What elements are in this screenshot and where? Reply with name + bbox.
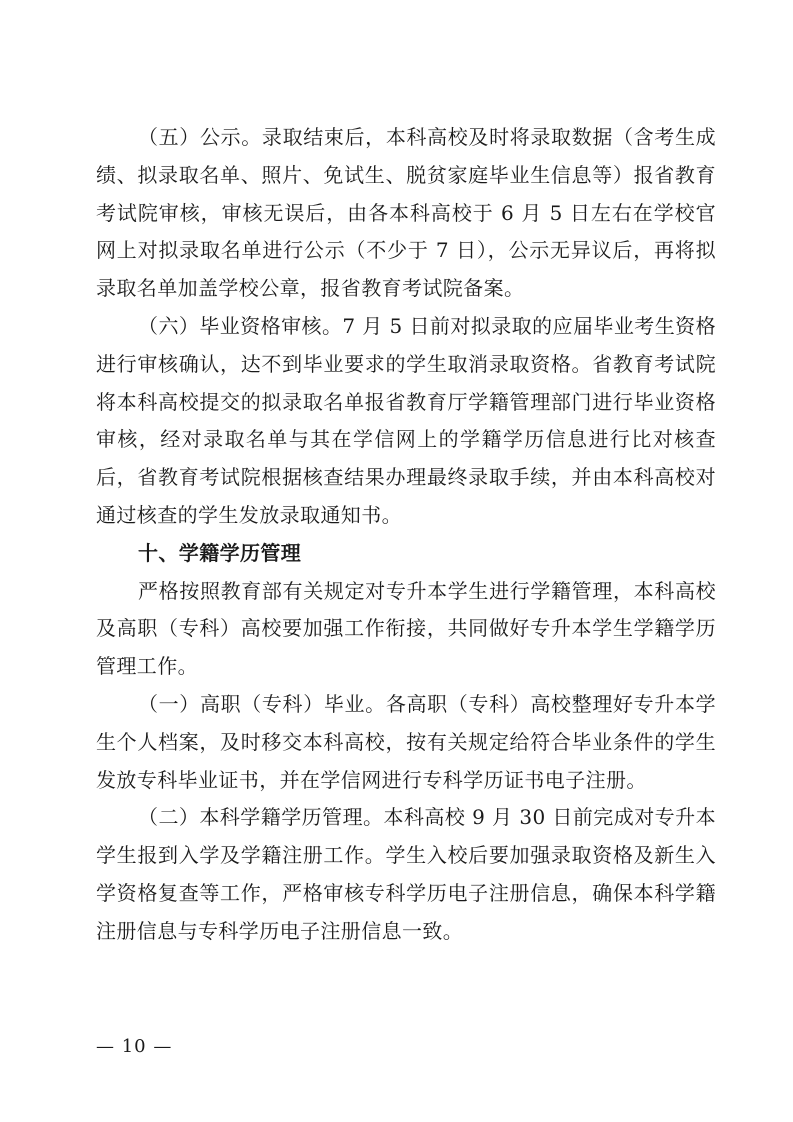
paragraph-undergraduate-records	[96, 799, 716, 950]
paragraph-text: 各高职（专科）高校整理好专升本学生个人档案，及时移交本科高校，按有关规定给符合毕业条件的学生发放专科毕业证书，并在学信网进行专科学历证书电子注册。	[96, 691, 716, 792]
paragraph-public-notice	[96, 119, 716, 308]
paragraph-text: 本科高校 9 月 30 日前完成对专升本学生报到入学及学籍注册工作。学生入校后要加强录取资格及新生入学资格复查等工作，严格审核专科学历电子注册信息，确保本科学籍注册信息与专科学历电子注册信息一致。	[96, 805, 716, 943]
paragraph-graduation-review	[96, 308, 716, 535]
paragraph-vocational-graduation	[96, 686, 716, 799]
page-number: — 10 —	[96, 1036, 173, 1057]
section-heading: 十、学籍学历管理	[138, 540, 302, 565]
paragraph-lead: （五）公示。	[138, 125, 262, 149]
section-intro: 严格按照教育部有关规定对专升本学生进行学籍管理，本科高校及高职（专科）高校要加强工作衔接，共同做好专升本学生学籍学历管理工作。	[96, 578, 716, 679]
document-body	[96, 119, 716, 951]
paragraph-lead: （六）毕业资格审核。	[138, 313, 343, 338]
paragraph-lead: （一）高职（专科）毕业。	[138, 691, 386, 716]
paragraph-lead: （二）本科学籍学历管理。	[138, 805, 384, 830]
paragraph-text: 录取结束后，本科高校及时将录取数据（含考生成绩、拟录取名单、照片、免试生、脱贫家庭毕业生信息等）报省教育考试院审核，审核无误后，由各本科高校于 6 月 5 日左右在学校官网上对拟录取名单进行公示（不少于 7 日），公示无异议后，再将拟录取名单加盖学校公章，报省教育考试院备案。	[96, 125, 716, 301]
paragraph-text: 7 月 5 日前对拟录取的应届毕业考生资格进行审核确认，达不到毕业要求的学生取消录取资格。省教育考试院将本科高校提交的拟录取名单报省教育厅学籍管理部门进行毕业资格审核，经对录取名单与其在学信网上的学籍学历信息进行比对核查后，省教育考试院根据核查结果办理最终录取手续，并由本科高校对通过核查的学生发放录取通知书。	[96, 313, 717, 527]
